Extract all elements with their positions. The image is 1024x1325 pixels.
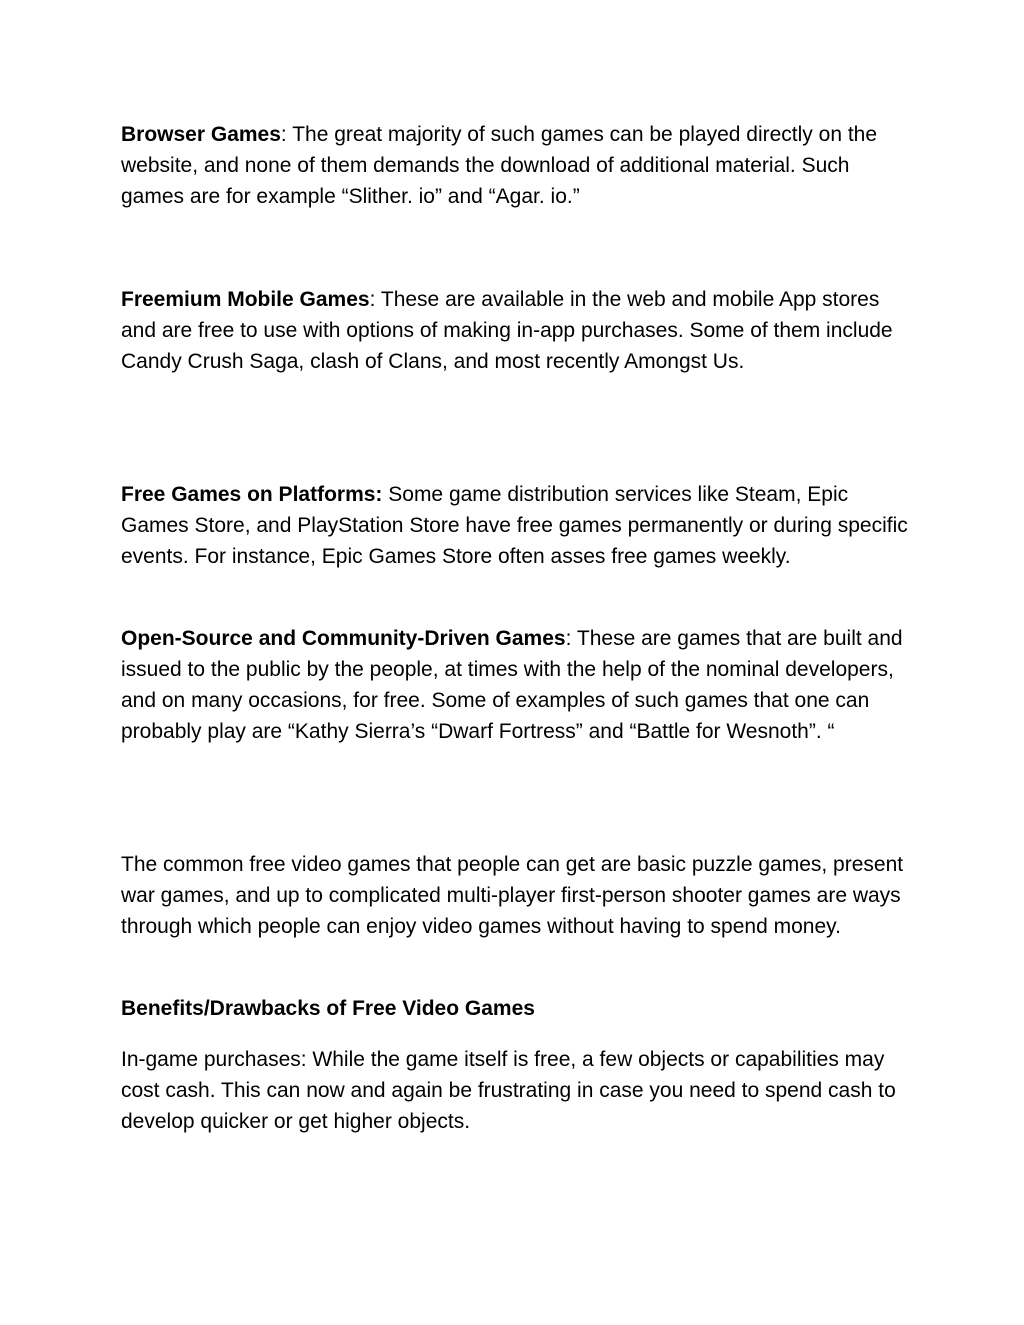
freemium-mobile-games-text: : These are available in the web and mobile App stores and are free to use with options of making in-app purchases. Some of them include Candy Crush Saga, clash of Clans, and most recently Amongst Us. [121, 288, 893, 373]
browser-games-text: : The great majority of such games can be played directly on the website, and none of them demands the download of additional material. Such games are for example “Slither. io” and “Agar. io.” [121, 123, 878, 208]
freemium-mobile-games-heading: Freemium Mobile Games [121, 288, 370, 311]
free-games-on-platforms-text: Some game distribution services like Steam, Epic Games Store, and PlayStation Store have free games permanently or during specific events. For instance, Epic Games Store often asses free games weekly. [121, 483, 908, 568]
browser-games-paragraph [121, 119, 911, 212]
free-games-on-platforms-heading: Free Games on Platforms: [121, 483, 383, 506]
benefits-drawbacks-heading: Benefits/Drawbacks of Free Video Games [121, 997, 535, 1020]
summary-paragraph: The common free video games that people can get are basic puzzle games, present war games, and up to complicated multi-player first-person shooter games are ways through which people can enjoy video games without having to spend money. [121, 853, 904, 938]
in-game-purchases-paragraph: In-game purchases: While the game itself is free, a few objects or capabilities may cost cash. This can now and again be frustrating in case you need to spend cash to develop quicker or get higher objects. [121, 1048, 896, 1133]
open-source-games-heading: Open-Source and Community-Driven Games [121, 627, 566, 650]
free-games-on-platforms-paragraph [121, 479, 911, 572]
freemium-mobile-games-paragraph [121, 284, 911, 377]
open-source-games-text: : These are games that are built and issued to the public by the people, at times with the help of the nominal developers, and on many occasions, for free. Some of examples of such games that one can probably play are “Kathy Sierra’s “Dwarf Fortress” and “Battle for Wesnoth”. “ [121, 627, 903, 743]
browser-games-heading: Browser Games [121, 123, 281, 146]
open-source-games-paragraph [121, 623, 911, 747]
